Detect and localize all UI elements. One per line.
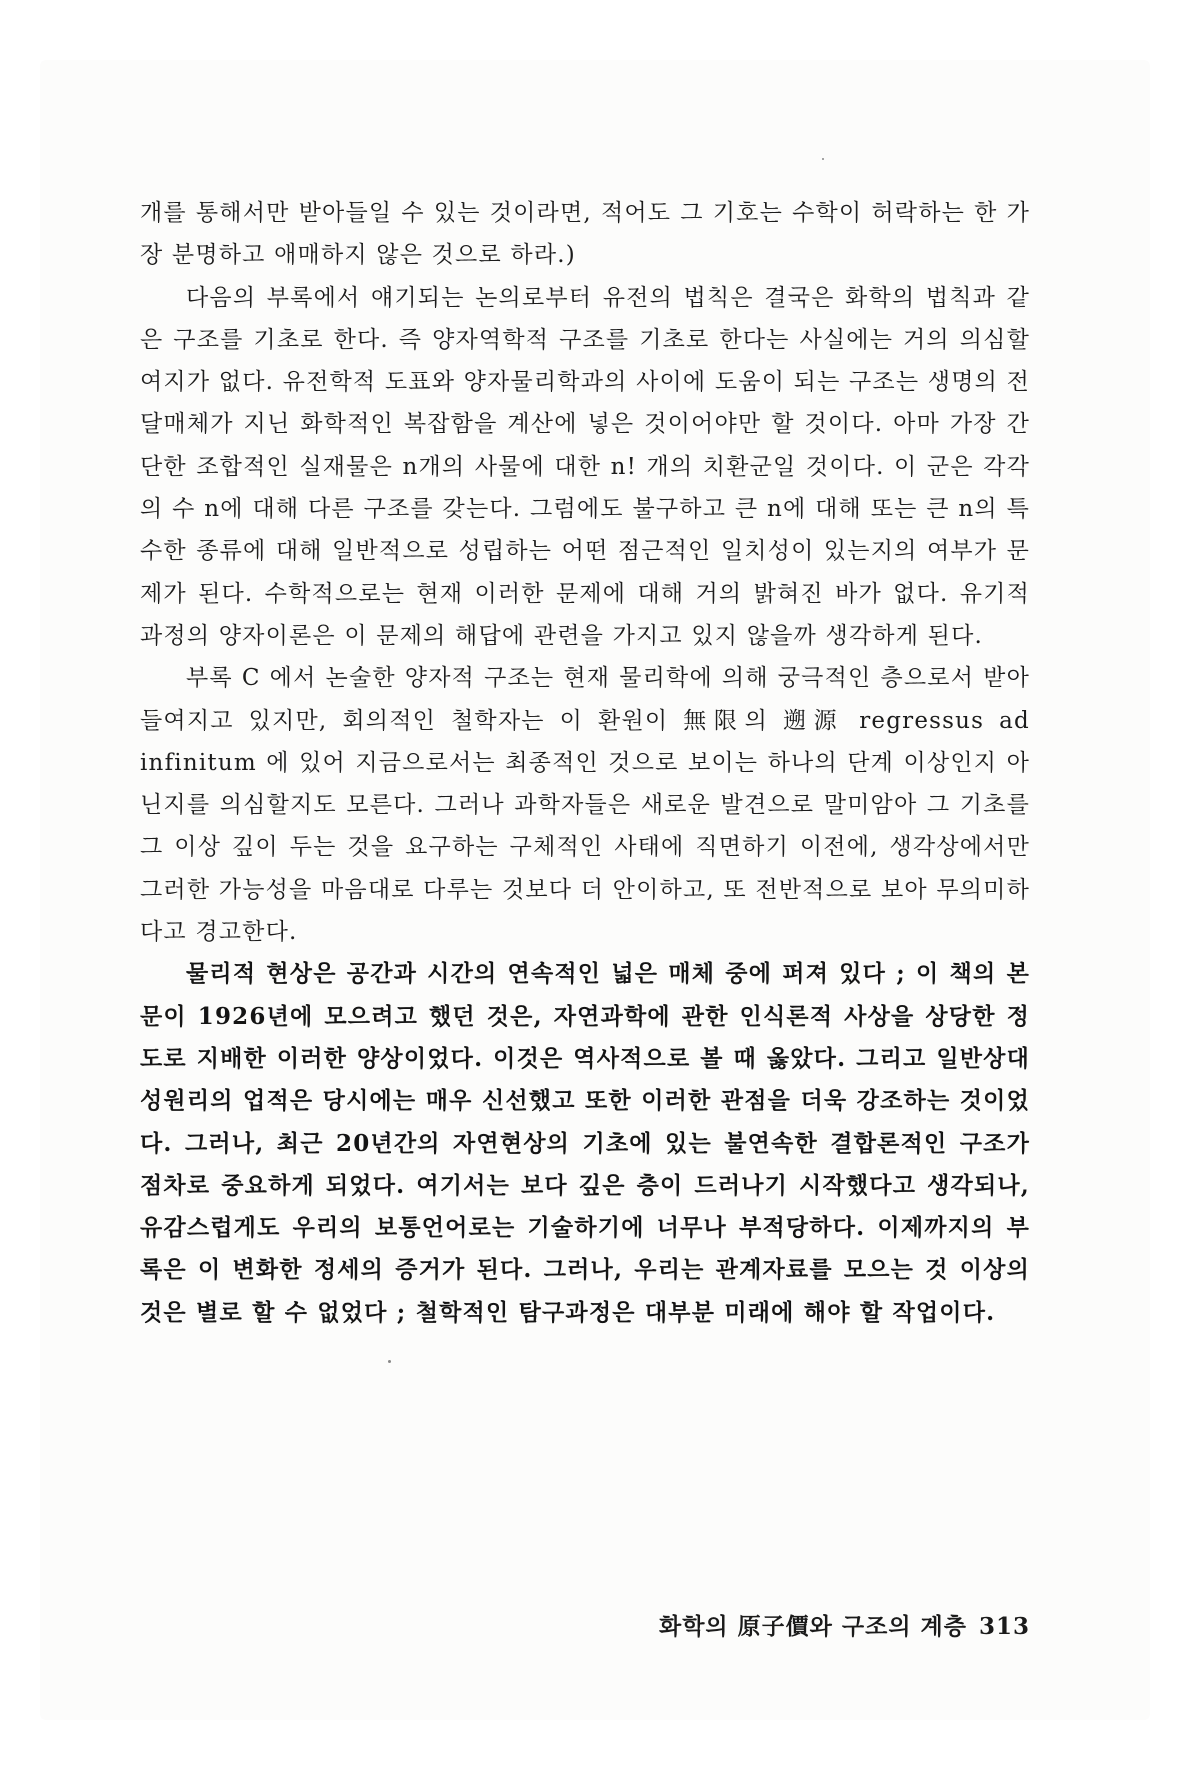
- paragraph-quantum-structure: 부록 C 에서 논술한 양자적 구조는 현재 물리학에 의해 궁극적인 층으로서 받아들여지고 있지만, 회의적인 철학자는 이 환원이 無限의 遡源 regressus ad infinitum 에 있어 지금으로서는 최종적인 것으로 보이는 하나의 단계 이상인지 아닌지를 의심할지도 모른다. 그러나 과학자들은 새로운 발견으로 말미암아 그 기초를 그 이상 깊이 두는 것을 요구하는 구체적인 사태에 직면하기 이전에, 생각상에서만 그러한 가능성을 마음대로 다루는 것보다 더 안이하고, 또 전반적으로 보아 무의미하다고 경고한다.: [140, 665, 1030, 946]
- running-footer-title: 화학의 原子價와 구조의 계층: [659, 1613, 967, 1640]
- paragraph-continuation: 개를 통해서만 받아들일 수 있는 것이라면, 적어도 그 기호는 수학이 허락하는 한 가장 분명하고 애매하지 않은 것으로 하라.): [140, 200, 1030, 269]
- paragraph-heredity-laws: 다음의 부록에서 얘기되는 논의로부터 유전의 법칙은 결국은 화학의 법칙과 같은 구조를 기초로 한다. 즉 양자역학적 구조를 기초로 한다는 사실에는 거의 의심할 여지가 없다. 유전학적 도표와 양자물리학과의 사이에 도움이 되는 구조는 생명의 전달매체가 지닌 화학적인 복잡함을 계산에 넣은 것이어야만 할 것이다. 아마 가장 간단한 조합적인 실재물은 n개의 사물에 대한 n! 개의 치환군일 것이다. 이 군은 각각의 수 n에 대해 다른 구조를 갖는다. 그럼에도 불구하고 큰 n에 대해 또는 큰 n의 특수한 종류에 대해 일반적으로 성립하는 어떤 점근적인 일치성이 있는지의 여부가 문제가 된다. 수학적으로는 현재 이러한 문제에 대해 거의 밝혀진 바가 없다. 유기적 과정의 양자이론은 이 문제의 해답에 관련을 가지고 있지 않을까 생각하게 된다.: [140, 284, 1030, 649]
- scan-speck: [388, 1360, 391, 1363]
- scan-speck: [822, 158, 824, 160]
- body-text: [140, 192, 1030, 1334]
- page-number: 313: [978, 1613, 1030, 1640]
- paragraph-physical-phenomena: 물리적 현상은 공간과 시간의 연속적인 넓은 매체 중에 퍼져 있다 ; 이 책의 본문이 1926년에 모으려고 했던 것은, 자연과학에 관한 인식론적 사상을 상당한 정도로 지배한 이러한 양상이었다. 이것은 역사적으로 볼 때 옳았다. 그리고 일반상대성원리의 업적은 당시에는 매우 신선했고 또한 이러한 관점을 더욱 강조하는 것이었다. 그러나, 최근 20년간의 자연현상의 기초에 있는 불연속한 결합론적인 구조가 점차로 중요하게 되었다. 여기서는 보다 깊은 층이 드러나기 시작했다고 생각되나, 유감스럽게도 우리의 보통언어로는 기술하기에 너무나 부적당하다. 이제까지의 부록은 이 변화한 정세의 증거가 된다. 그러나, 우리는 관계자료를 모으는 것 이상의 것은 별로 할 수 없었다 ; 철학적인 탐구과정은 대부분 미래에 해야 할 작업이다.: [140, 960, 1030, 1326]
- page-footer: [610, 1608, 1030, 1641]
